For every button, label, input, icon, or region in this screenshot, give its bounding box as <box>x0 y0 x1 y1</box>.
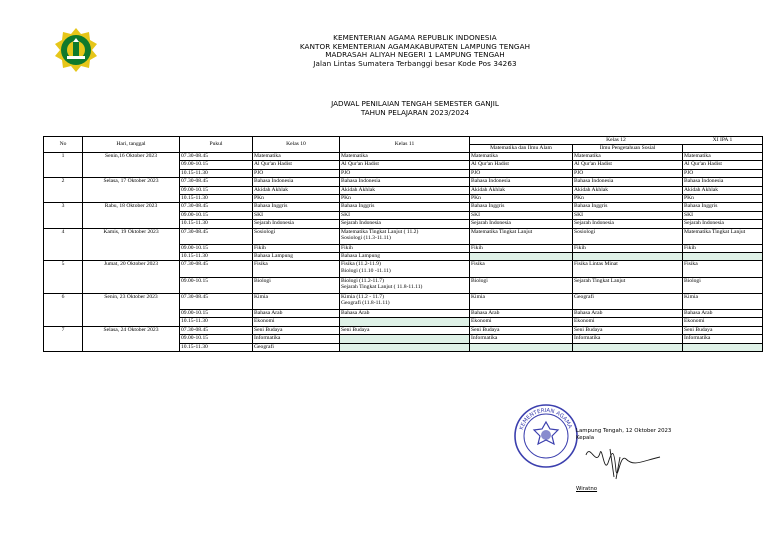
subject-cell: Biologi <box>683 277 763 293</box>
time-cell: 09.00-10.15 <box>180 161 253 169</box>
day-no: 4 <box>44 228 83 261</box>
time-cell: 07.30-08.45 <box>180 261 253 277</box>
subject-cell <box>340 335 470 343</box>
time-cell: 07.30-08.45 <box>180 228 253 244</box>
time-cell: 09.00-10.15 <box>180 244 253 252</box>
subject-cell: Ekonomi <box>683 318 763 326</box>
subject-cell: Sejarah Indonesia <box>253 220 340 228</box>
time-cell: 09.00-10.15 <box>180 277 253 293</box>
day-date: Selasa, 24 Oktober 2023 <box>83 326 180 351</box>
time-cell: 10.15-11.30 <box>180 194 253 202</box>
subject-cell <box>340 318 470 326</box>
table-row <box>44 293 763 309</box>
subject-cell: Matematika <box>340 153 470 161</box>
subject-cell: Bahasa Inggris <box>573 203 683 211</box>
table-row <box>44 203 763 211</box>
subject-cell: PKn <box>253 194 340 202</box>
letterhead <box>260 34 570 68</box>
subject-cell: PKn <box>573 194 683 202</box>
subject-cell <box>470 253 573 261</box>
subject-cell: Akidah Akhlak <box>683 186 763 194</box>
subject-cell: Geografi <box>253 343 340 351</box>
subject-cell: Seni Budaya <box>683 326 763 334</box>
table-row <box>44 178 763 186</box>
signature-name: Wiratno <box>576 486 598 492</box>
table-row <box>44 261 763 277</box>
subject-cell: SKI <box>573 211 683 219</box>
subject-cell: Bahasa Indonesia <box>683 178 763 186</box>
signature-place-date: Lampung Tengah, 12 Oktober 2023 <box>576 428 672 434</box>
table-row <box>44 153 763 161</box>
subject-cell: Fikih <box>340 244 470 252</box>
subject-cell: SKI <box>683 211 763 219</box>
subject-cell: PKn <box>340 194 470 202</box>
subject-cell: Akidah Akhlak <box>470 186 573 194</box>
day-no: 6 <box>44 293 83 326</box>
subject-cell: Bahasa Lampung <box>340 253 470 261</box>
subject-cell: Bahasa Indonesia <box>340 178 470 186</box>
day-date: Senin, 23 Oktober 2023 <box>83 293 180 326</box>
title-line-1: JADWAL PENILAIAN TENGAH SEMESTER GANJIL <box>331 99 499 108</box>
day-no: 3 <box>44 203 83 228</box>
subject-cell: SKI <box>253 211 340 219</box>
ministry-logo-icon <box>52 26 100 74</box>
subject-cell: Kimia <box>470 293 573 309</box>
official-stamp-icon <box>512 402 580 470</box>
subject-cell: Ekonomi <box>573 318 683 326</box>
time-cell: 10.15-11.30 <box>180 253 253 261</box>
subject-cell: PJO <box>470 169 573 177</box>
subject-cell: Kimia (11.2 - 11.7) Geografi (11.8-11.11) <box>340 293 470 309</box>
time-cell: 09.00-10.15 <box>180 186 253 194</box>
time-cell: 10.15-11.30 <box>180 169 253 177</box>
subject-cell: Fikih <box>573 244 683 252</box>
header-no: No <box>44 137 83 153</box>
time-cell: 07.30-08.45 <box>180 326 253 334</box>
day-no: 5 <box>44 261 83 293</box>
time-cell: 07.30-08.45 <box>180 203 253 211</box>
letterhead-line-1: KEMENTERIAN AGAMA REPUBLIK INDONESIA <box>333 33 497 42</box>
time-cell: 10.15-11.30 <box>180 343 253 351</box>
subject-cell: Seni Budaya <box>470 326 573 334</box>
header-kelas-12-mipa: Matematika dan Ilmu Alam <box>470 145 573 153</box>
day-no: 2 <box>44 178 83 203</box>
exam-schedule-table <box>43 136 763 352</box>
subject-cell: Fikih <box>470 244 573 252</box>
subject-cell: Sejarah Tingkat Lanjut <box>573 277 683 293</box>
header-day: Hari, tanggal <box>83 137 180 153</box>
subject-cell: Bahasa Indonesia <box>253 178 340 186</box>
subject-cell: Akidah Akhlak <box>340 186 470 194</box>
subject-cell: Geografi <box>573 293 683 309</box>
header-kelas-10: Kelas 10 <box>253 137 340 153</box>
subject-cell: Matematika <box>470 153 573 161</box>
subject-cell: Matematika Tingkat Lanjut <box>470 228 573 244</box>
day-no: 7 <box>44 326 83 351</box>
table-row <box>44 228 763 244</box>
subject-cell: PJO <box>340 169 470 177</box>
subject-cell: Sejarah Indonesia <box>340 220 470 228</box>
subject-cell: Bahasa Lampung <box>253 253 340 261</box>
subject-cell: Bahasa Arab <box>470 310 573 318</box>
subject-cell: Seni Budaya <box>253 326 340 334</box>
time-cell: 09.00-10.15 <box>180 211 253 219</box>
subject-cell <box>573 253 683 261</box>
time-cell: 10.15-11.30 <box>180 220 253 228</box>
day-date: Senin,16 Oktober 2023 <box>83 153 180 178</box>
subject-cell: Fisika (11.2-11.9) Biologi (11.10 -11.11) <box>340 261 470 277</box>
day-no: 1 <box>44 153 83 178</box>
subject-cell: PJO <box>683 169 763 177</box>
header-kelas-12-ips: Ilmu Pengetahuan Sosial <box>573 145 683 153</box>
subject-cell: Fisika <box>683 261 763 277</box>
letterhead-line-3: MADRASAH ALIYAH NEGERI 1 LAMPUNG TENGAH <box>325 50 505 60</box>
subject-cell: Fikih <box>683 244 763 252</box>
signature-block <box>576 428 671 493</box>
subject-cell: Biologi <box>253 277 340 293</box>
subject-cell: Biologi (11.2-11.7) Sejarah Tingkat Lanjut ( 11.8-11.11) <box>340 277 470 293</box>
subject-cell: Kimia <box>683 293 763 309</box>
subject-cell: Fisika Lintas Minat <box>573 261 683 277</box>
subject-cell: Matematika <box>253 153 340 161</box>
subject-cell: Biologi <box>470 277 573 293</box>
subject-cell: Fisika <box>253 261 340 277</box>
subject-cell: Al Qur'an Hadist <box>253 161 340 169</box>
subject-cell: Sosiologi <box>253 228 340 244</box>
day-date: Selasa, 17 Oktober 2023 <box>83 178 180 203</box>
subject-cell: Sejarah Indonesia <box>470 220 573 228</box>
day-date: Kamis, 19 Oktober 2023 <box>83 228 180 261</box>
signature-role: Kepala <box>576 435 595 441</box>
subject-cell: SKI <box>340 211 470 219</box>
subject-cell: Al Qur'an Hadist <box>470 161 573 169</box>
subject-cell: Seni Budaya <box>340 326 470 334</box>
subject-cell <box>340 343 470 351</box>
subject-cell: Bahasa Inggris <box>253 203 340 211</box>
subject-cell: Bahasa Inggris <box>470 203 573 211</box>
subject-cell: Fikih <box>253 244 340 252</box>
subject-cell: Bahasa Indonesia <box>470 178 573 186</box>
time-cell: 07.30-08.45 <box>180 178 253 186</box>
subject-cell: Al Qur'an Hadist <box>573 161 683 169</box>
subject-cell: Bahasa Inggris <box>683 203 763 211</box>
table-row <box>44 326 763 334</box>
subject-cell: Sejarah Indonesia <box>683 220 763 228</box>
subject-cell: Kimia <box>253 293 340 309</box>
subject-cell: Seni Budaya <box>573 326 683 334</box>
header-kelas-11: Kelas 11 <box>340 137 470 153</box>
subject-cell <box>683 253 763 261</box>
letterhead-line-4: Jalan Lintas Sumatera Terbanggi besar Kode Pos 34263 <box>313 58 517 68</box>
subject-cell: Ekonomi <box>253 318 340 326</box>
subject-cell: Matematika <box>573 153 683 161</box>
subject-cell: Sosiologi <box>573 228 683 244</box>
subject-cell: Al Qur'an Hadist <box>340 161 470 169</box>
subject-cell: Akidah Akhlak <box>573 186 683 194</box>
subject-cell: Informatika <box>253 335 340 343</box>
subject-cell: Bahasa Indonesia <box>573 178 683 186</box>
document-title <box>260 99 570 117</box>
subject-cell: Matematika Tingkat Lanjut ( 11.2) Sosiologi (11.3-11.11) <box>340 228 470 244</box>
time-cell: 09.00-10.15 <box>180 310 253 318</box>
subject-cell: PKn <box>470 194 573 202</box>
header-xi-ipa-1: XI IPA 1 <box>683 137 763 145</box>
subject-cell: Bahasa Inggris <box>340 203 470 211</box>
subject-cell <box>470 343 573 351</box>
header-kelas-12: Kelas 12 <box>470 137 763 145</box>
subject-cell: Al Qur'an Hadist <box>683 161 763 169</box>
title-line-2: TAHUN PELAJARAN 2023/2024 <box>360 108 470 117</box>
subject-cell: Informatika <box>573 335 683 343</box>
subject-cell <box>573 343 683 351</box>
subject-cell: Bahasa Arab <box>573 310 683 318</box>
header-time: Pukul <box>180 137 253 153</box>
day-date: Jumat, 20 Oktober 2023 <box>83 261 180 293</box>
subject-cell: Fisika <box>470 261 573 277</box>
subject-cell: Akidah Akhlak <box>253 186 340 194</box>
stamp-text: KEMENTERIAN AGAMA <box>518 407 573 431</box>
subject-cell: SKI <box>470 211 573 219</box>
subject-cell: Matematika Tingkat Lanjut <box>683 228 763 244</box>
subject-cell: PJO <box>253 169 340 177</box>
time-cell: 09.00-10.15 <box>180 335 253 343</box>
subject-cell <box>683 343 763 351</box>
subject-cell: PJO <box>573 169 683 177</box>
subject-cell: Informatika <box>470 335 573 343</box>
time-cell: 07.30-08.45 <box>180 153 253 161</box>
subject-cell: Bahasa Arab <box>340 310 470 318</box>
subject-cell: PKn <box>683 194 763 202</box>
subject-cell: Informatika <box>683 335 763 343</box>
letterhead-line-2: KANTOR KEMENTERIAN AGAMAKABUPATEN LAMPUNG TENGAH <box>299 41 531 51</box>
day-date: Rabu, 18 Oktober 2023 <box>83 203 180 228</box>
subject-cell: Ekonomi <box>470 318 573 326</box>
time-cell: 07.30-08.45 <box>180 293 253 309</box>
subject-cell: Bahasa Arab <box>253 310 340 318</box>
time-cell: 10.15-11.30 <box>180 318 253 326</box>
subject-cell: Matematika <box>683 153 763 161</box>
subject-cell: Sejarah Indonesia <box>573 220 683 228</box>
subject-cell: Bahasa Arab <box>683 310 763 318</box>
